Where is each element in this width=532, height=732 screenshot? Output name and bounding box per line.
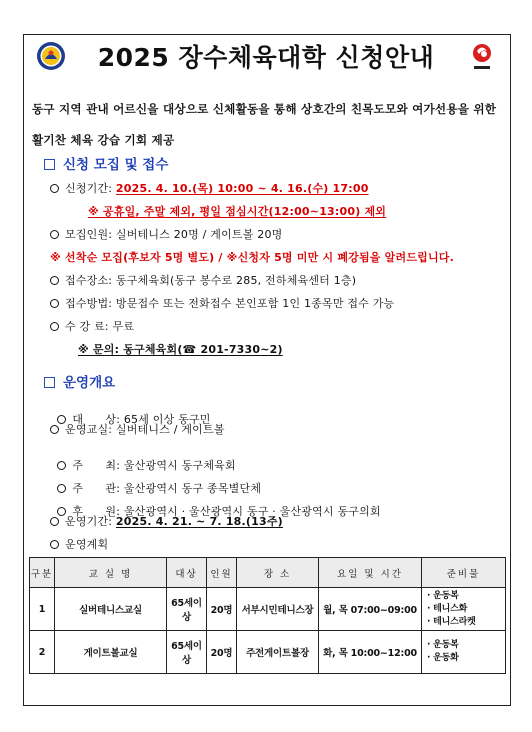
recruit-count: 모집인원: 실버테니스 20명 / 게이트볼 20명 bbox=[50, 226, 282, 242]
circle-bullet-icon bbox=[50, 540, 59, 549]
item: · 운동복 bbox=[427, 640, 459, 650]
class-items bbox=[422, 631, 506, 674]
sponsor: 후 원: 울산광역시 · 울산광역시 동구 · 울산광역시 동구의회 bbox=[50, 490, 381, 519]
class-schedule-table bbox=[29, 557, 506, 674]
circle-bullet-icon bbox=[50, 276, 59, 285]
column-header: 요일 및 시간 bbox=[319, 558, 422, 588]
class-time: 화, 목 10:00~12:00 bbox=[319, 631, 422, 674]
circle-bullet-icon bbox=[50, 299, 59, 308]
circle-bullet-icon bbox=[50, 184, 59, 193]
column-header: 교 실 명 bbox=[55, 558, 167, 588]
square-bullet-icon bbox=[44, 159, 55, 170]
circle-bullet-icon bbox=[50, 517, 59, 526]
class-name: 실버테니스교실 bbox=[55, 588, 167, 631]
item: · 운동화 bbox=[427, 653, 459, 663]
section-heading-overview: 운영개요 bbox=[44, 371, 115, 391]
reception-method: 접수방법: 방문접수 또는 전화접수 본인포함 1인 1종목만 접수 가능 bbox=[50, 295, 394, 311]
target-audience: 대 상: 65세 이상 동구민 bbox=[50, 398, 211, 427]
class-place: 주전게이트볼장 bbox=[237, 631, 319, 674]
table-row bbox=[30, 631, 506, 674]
operation-period-value: 2025. 4. 21. ~ 7. 18.(13주) bbox=[115, 515, 283, 528]
class-target: 65세이상 bbox=[167, 631, 207, 674]
class-place: 서부시민테니스장 bbox=[237, 588, 319, 631]
circle-bullet-icon bbox=[50, 230, 59, 239]
row-number: 2 bbox=[30, 631, 55, 674]
period-note: ※ 공휴일, 주말 제외, 평일 점심시간(12:00~13:00) 제외 bbox=[88, 205, 387, 218]
item: · 테니스화 bbox=[427, 603, 468, 614]
column-header: 대상 bbox=[167, 558, 207, 588]
first-come-notice: ※ 선착순 모집(후보자 5명 별도) / ※신청자 5명 미만 시 폐강됨을 알려드립니다. bbox=[50, 251, 454, 264]
circle-bullet-icon bbox=[50, 322, 59, 331]
item: · 테니스라켓 bbox=[427, 616, 476, 627]
brand-logo-icon bbox=[470, 40, 494, 72]
table-row bbox=[30, 588, 506, 631]
item: · 운동복 bbox=[427, 590, 459, 601]
application-period: 신청기간: 2025. 4. 10.(목) 10:00 ~ 4. 16.(수) 17:00 bbox=[50, 180, 369, 196]
class-name: 게이트볼교실 bbox=[55, 631, 167, 674]
host: 주 최: 울산광역시 동구체육회 bbox=[50, 444, 236, 473]
class-count: 20명 bbox=[207, 588, 237, 631]
class-target: 65세이상 bbox=[167, 588, 207, 631]
class-time: 월, 목 07:00~09:00 bbox=[319, 588, 422, 631]
square-bullet-icon bbox=[44, 377, 55, 388]
column-header: 인원 bbox=[207, 558, 237, 588]
reception-place: 접수장소: 동구체육회(동구 봉수로 285, 전하체육센터 1층) bbox=[50, 272, 356, 288]
circle-bullet-icon bbox=[50, 425, 59, 434]
page-title: 2025 장수체육대학 신청안내 bbox=[97, 43, 435, 72]
class-list: 운영교실: 실버테니스 / 게이트볼 bbox=[50, 421, 225, 437]
organizer: 주 관: 울산광역시 동구 종목별단체 bbox=[50, 467, 261, 496]
tuition-fee: 수 강 료: 무료 bbox=[50, 318, 134, 334]
contact-info: ※ 문의: 동구체육회(☎ 201-7330~2) bbox=[78, 343, 283, 356]
class-count: 20명 bbox=[207, 631, 237, 674]
section-heading-application: 신청 모집 및 접수 bbox=[44, 153, 168, 173]
row-number: 1 bbox=[30, 588, 55, 631]
column-header: 장 소 bbox=[237, 558, 319, 588]
period-value: 2025. 4. 10.(목) 10:00 ~ 4. 16.(수) 17:00 bbox=[115, 182, 369, 195]
intro-paragraph: 동구 지역 관내 어르신을 대상으로 신체활동을 통해 상호간의 친목도모와 여가선용을 위한 활기찬 체육 강습 기회 제공 bbox=[32, 102, 497, 147]
operation-period: 운영기간: 2025. 4. 21. ~ 7. 18.(13주) bbox=[50, 513, 283, 529]
table-header-row bbox=[30, 558, 506, 588]
column-header: 구분 bbox=[30, 558, 55, 588]
operation-plan: 운영계획 bbox=[50, 536, 108, 552]
column-header: 준비물 bbox=[422, 558, 506, 588]
class-items bbox=[422, 588, 506, 631]
